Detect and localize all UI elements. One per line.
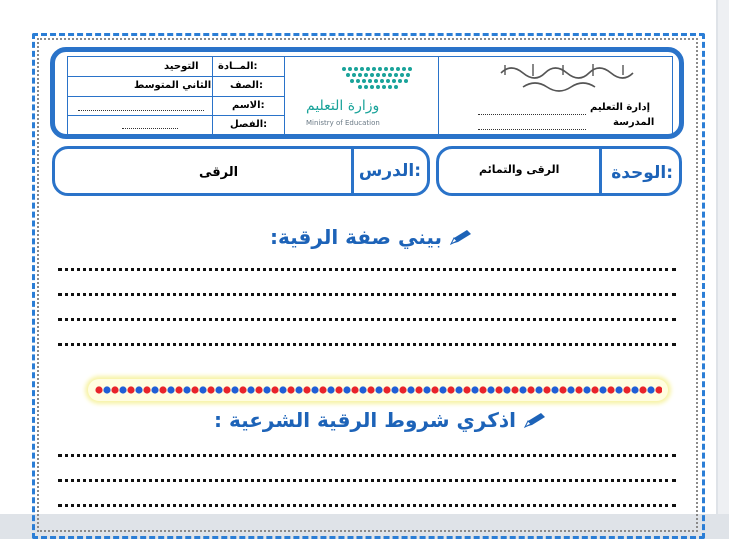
bead-dot (439, 386, 446, 393)
lesson-label: الدرس: (358, 161, 421, 181)
bead-dot (231, 386, 238, 393)
bead-dot (103, 386, 110, 393)
bead-dot (367, 386, 374, 393)
ministry-name-ar: وزارة التعليم (306, 98, 380, 114)
vertical-scrollbar[interactable] (718, 0, 729, 514)
school-field[interactable] (478, 129, 586, 130)
bead-dot (215, 386, 222, 393)
bead-dot (287, 386, 294, 393)
bead-dot (111, 386, 118, 393)
name-label: الاسم: (232, 100, 265, 111)
lesson-separator (351, 146, 354, 196)
school-label: المدرسة (613, 117, 655, 128)
bead-divider (88, 379, 668, 401)
answer-line[interactable] (58, 454, 676, 457)
bead-dot (487, 386, 494, 393)
subject-label: المــادة: (218, 61, 258, 72)
bead-dot (575, 386, 582, 393)
pencil-icon (449, 227, 473, 251)
kingdom-calligraphy-logo (493, 61, 643, 91)
bead-dot (375, 386, 382, 393)
bead-dot (391, 386, 398, 393)
bead-dot (183, 386, 190, 393)
bead-dot (519, 386, 526, 393)
bead-dot (399, 386, 406, 393)
bead-dot (559, 386, 566, 393)
bead-dot (151, 386, 158, 393)
answer-line[interactable] (58, 268, 676, 271)
bead-dot (447, 386, 454, 393)
bead-dot (143, 386, 150, 393)
bead-dot (135, 386, 142, 393)
bead-dot (199, 386, 206, 393)
bead-dot (527, 386, 534, 393)
bead-dot (127, 386, 134, 393)
bead-dot (167, 386, 174, 393)
bead-dot (295, 386, 302, 393)
answer-line[interactable] (58, 293, 676, 296)
bead-dot (159, 386, 166, 393)
bead-dot (639, 386, 646, 393)
bead-dot (319, 386, 326, 393)
bead-dot (119, 386, 126, 393)
bead-dot (511, 386, 518, 393)
bead-dot (623, 386, 630, 393)
section-field[interactable] (122, 128, 178, 129)
bead-dot (583, 386, 590, 393)
ministry-logo-mark (300, 63, 420, 95)
bead-dot (471, 386, 478, 393)
bead-dot (303, 386, 310, 393)
header-table (67, 56, 673, 136)
bead-dot (647, 386, 654, 393)
bead-dot (247, 386, 254, 393)
admin-field[interactable] (478, 114, 586, 115)
bead-dot (223, 386, 230, 393)
name-field[interactable] (78, 110, 204, 111)
bead-dot (359, 386, 366, 393)
bead-dot (615, 386, 622, 393)
bead-dot (599, 386, 606, 393)
grade-label: الصف: (230, 80, 263, 91)
bead-dot (351, 386, 358, 393)
bead-dot (415, 386, 422, 393)
bead-dot (207, 386, 214, 393)
bead-dot (255, 386, 262, 393)
bead-dot (263, 386, 270, 393)
bead-divider-dots (94, 384, 662, 396)
bead-dot (343, 386, 350, 393)
bead-dot (327, 386, 334, 393)
bead-dot (567, 386, 574, 393)
unit-label: الوحدة: (611, 163, 673, 183)
bead-dot (271, 386, 278, 393)
header-box (50, 47, 684, 139)
bead-dot (551, 386, 558, 393)
bead-dot (431, 386, 438, 393)
question-2-title (214, 408, 547, 434)
unit-value: الرقى والتمائم (479, 163, 560, 176)
bead-dot (631, 386, 638, 393)
bead-dot (335, 386, 342, 393)
question-1-title (270, 225, 473, 251)
bead-dot (535, 386, 542, 393)
section-label: الفصل: (230, 119, 268, 130)
bead-dot (191, 386, 198, 393)
bead-dot (607, 386, 614, 393)
bead-dot (591, 386, 598, 393)
bead-dot (479, 386, 486, 393)
answer-line[interactable] (58, 343, 676, 346)
bead-dot (95, 386, 102, 393)
grade-value: الثاني المتوسط (134, 80, 212, 91)
bead-dot (407, 386, 414, 393)
bead-dot (503, 386, 510, 393)
bead-dot (383, 386, 390, 393)
question-2-text: اذكري شروط الرقية الشرعية : (214, 408, 516, 432)
lesson-box (52, 146, 430, 196)
bead-dot (463, 386, 470, 393)
answer-line[interactable] (58, 504, 676, 507)
ministry-name-en: Ministry of Education (306, 119, 380, 127)
question-1-text: بيني صفة الرقية: (270, 225, 443, 249)
answer-line[interactable] (58, 318, 676, 321)
unit-separator (599, 146, 602, 196)
bead-dot (279, 386, 286, 393)
bead-dot (543, 386, 550, 393)
bead-dot (239, 386, 246, 393)
answer-line[interactable] (58, 479, 676, 482)
bead-dot (423, 386, 430, 393)
unit-box (436, 146, 682, 196)
lesson-value: الرقى (199, 165, 239, 180)
bead-dot (311, 386, 318, 393)
bead-dot (175, 386, 182, 393)
bead-dot (455, 386, 462, 393)
bead-dot (495, 386, 502, 393)
bead-dot (655, 386, 662, 393)
ministry-logo (300, 63, 420, 133)
subject-value: التوحيد (164, 61, 199, 72)
pencil-icon (523, 410, 547, 434)
admin-label: إدارة التعليم (590, 102, 651, 113)
